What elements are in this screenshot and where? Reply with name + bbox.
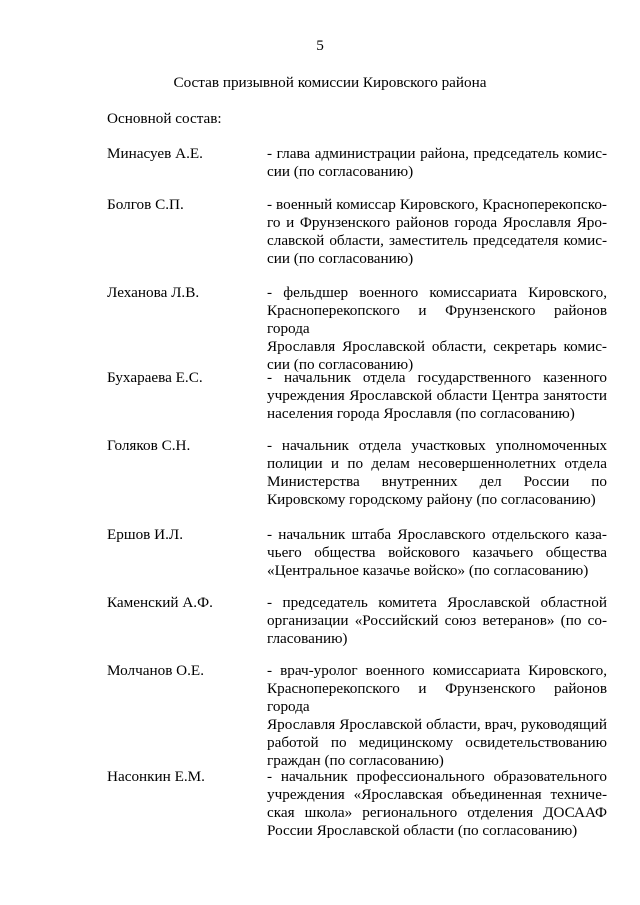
member-role-line: Министерства внутренних дел России по (267, 473, 607, 490)
member-role-line: - начальник штаба Ярославского отдельского каза- (267, 526, 607, 543)
member-role (267, 369, 607, 423)
member-name: Голяков С.Н. (107, 437, 191, 454)
member-role-line: гласованию) (267, 630, 348, 647)
member-name: Минасуев А.Е. (107, 145, 203, 162)
member-role (267, 526, 607, 580)
member-name: Бухараева Е.С. (107, 369, 203, 386)
member-entry (0, 768, 640, 848)
member-role-line: «Центральное казачье войско» (по согласованию) (267, 562, 589, 579)
member-role-line: учреждения «Ярославская объединенная техниче- (267, 786, 607, 803)
member-role (267, 768, 607, 840)
member-role (267, 284, 607, 374)
member-role-line: - врач-уролог военного комиссариата Кировского, (267, 662, 607, 679)
member-role-line: граждан (по согласованию) (267, 752, 444, 769)
member-entry (0, 662, 640, 769)
member-role (267, 437, 607, 509)
page-number: 5 (316, 37, 324, 54)
member-role-line: - начальник отдела государственного казенного (267, 369, 607, 386)
member-role (267, 662, 607, 770)
member-role-line: работой по медицинскому освидетельствованию (267, 734, 607, 751)
member-name: Леханова Л.В. (107, 284, 200, 301)
member-role-line: чьего общества войскового казачьего общества (267, 544, 607, 561)
member-role-line: славской области, заместитель председателя комис- (267, 232, 607, 249)
member-role-line: Ярославля Ярославской области, секретарь комис- (267, 338, 607, 355)
document-title: Состав призывной комиссии Кировского района (173, 74, 487, 91)
member-role-line: - военный комиссар Кировского, Красноперекопско- (267, 196, 607, 213)
member-role-line: - председатель комитета Ярославской областной (267, 594, 607, 611)
member-role-line: России Ярославской области (по согласованию) (267, 822, 578, 839)
section-label: Основной состав: (107, 110, 222, 127)
member-role (267, 145, 607, 181)
member-role-line: сии (по согласованию) (267, 163, 414, 180)
member-role-line: Красноперекопского и Фрунзенского районов города (267, 302, 607, 337)
member-role-line: - фельдшер военного комиссариата Кировского, (267, 284, 607, 301)
member-role-line: сии (по согласованию) (267, 356, 414, 373)
member-role-line: - глава администрации района, председатель комис- (267, 145, 607, 162)
member-role-line: сии (по согласованию) (267, 250, 414, 267)
member-role-line: учреждения Ярославской области Центра занятости (267, 387, 607, 404)
member-name: Болгов С.П. (107, 196, 184, 213)
member-entry (0, 284, 640, 373)
member-role-line: - начальник отдела участковых уполномоченных (267, 437, 607, 454)
member-name: Ершов И.Л. (107, 526, 183, 543)
member-role-line: Ярославля Ярославской области, врач, руководящий (267, 716, 607, 733)
member-name: Молчанов О.Е. (107, 662, 205, 679)
member-role-line: Красноперекопского и Фрунзенского районов города (267, 680, 607, 715)
member-role-line: ская школа» регионального отделения ДОСААФ (267, 804, 607, 821)
member-entry (0, 437, 640, 517)
member-role-line: организации «Российский союз ветеранов» (по со- (267, 612, 607, 629)
member-name: Каменский А.Ф. (107, 594, 213, 611)
member-role-line: населения города Ярославля (по согласованию) (267, 405, 575, 422)
member-name: Насонкин Е.М. (107, 768, 205, 785)
member-role-line: полиции и по делам несовершеннолетних отдела (267, 455, 607, 472)
member-entry (0, 196, 640, 276)
member-role-line: Кировскому городскому району (по согласованию) (267, 491, 596, 508)
member-role-line: - начальник профессионального образовательного (267, 768, 607, 785)
member-role (267, 196, 607, 268)
member-role (267, 594, 607, 648)
member-role-line: го и Фрунзенского районов города Ярославля Яро- (267, 214, 607, 231)
